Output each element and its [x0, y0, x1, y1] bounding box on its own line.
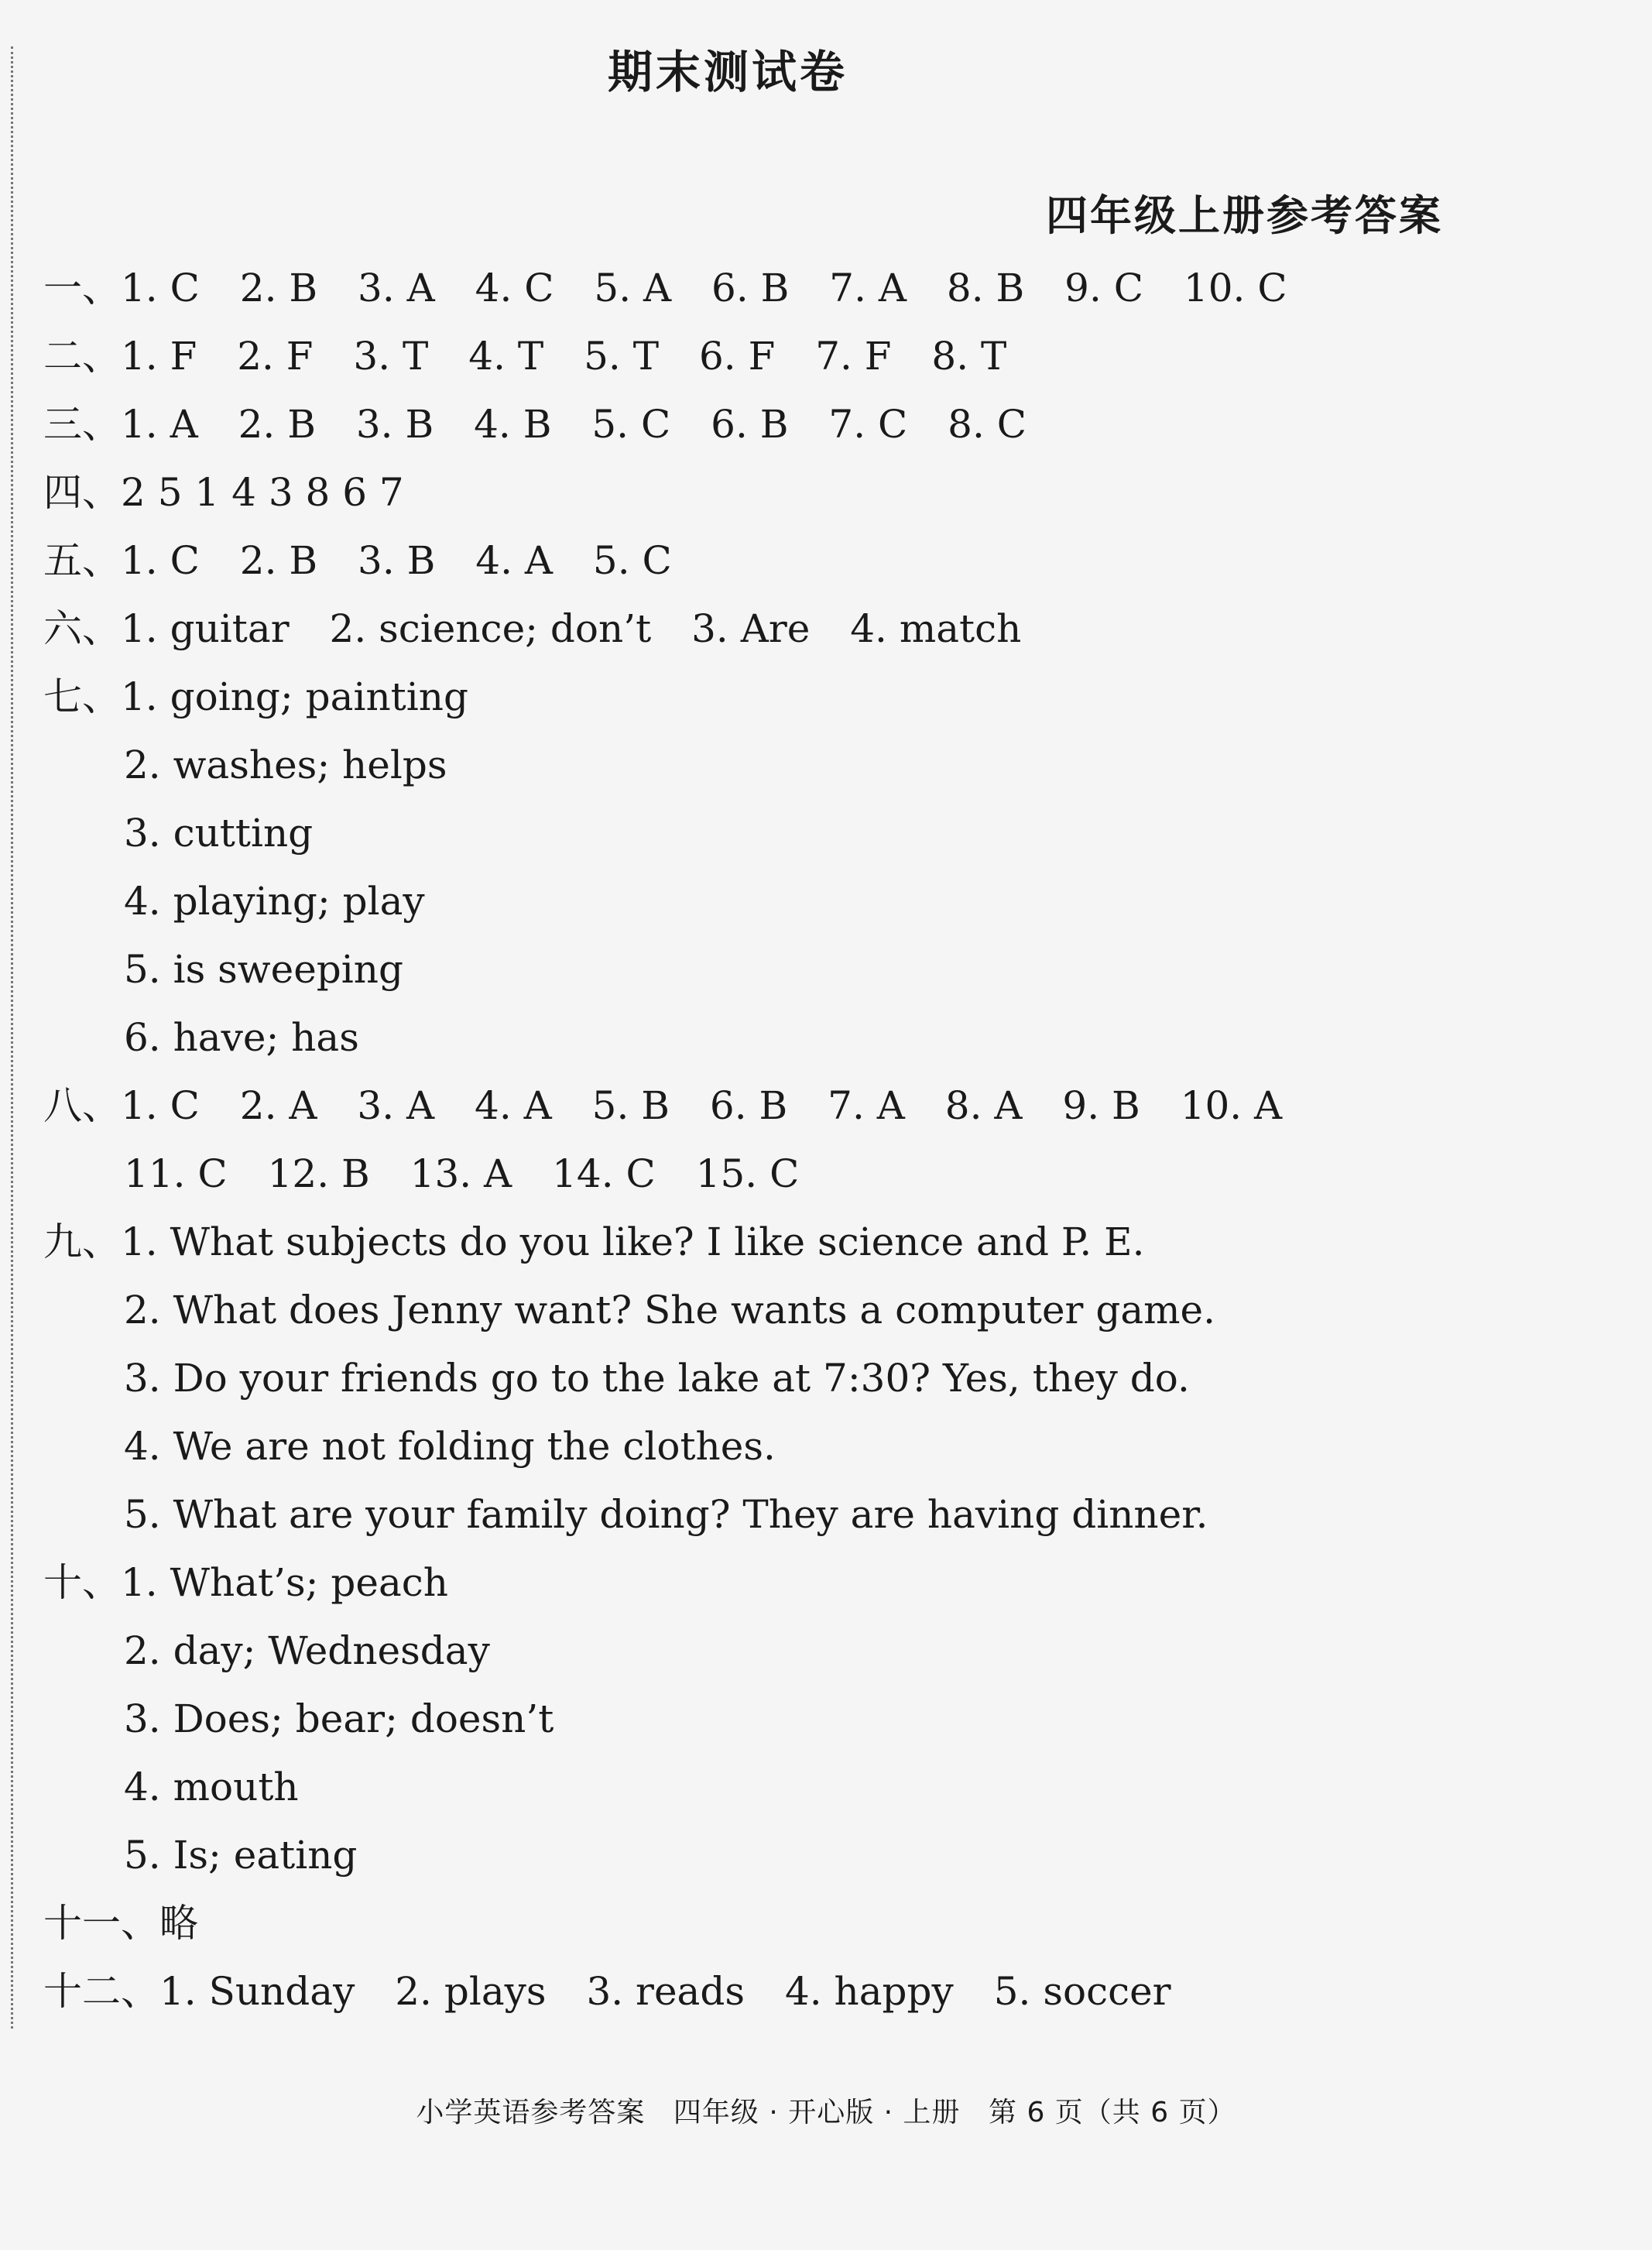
answer-item: 2. F: [237, 334, 314, 379]
answer-line: 1. going; painting: [121, 674, 468, 719]
answer-item: 4. C: [475, 266, 554, 310]
answer-item: 4. T: [468, 334, 544, 379]
section-3-label: 三、: [43, 402, 121, 447]
section-4-label: 四、: [43, 470, 121, 515]
section-5-label: 五、: [43, 538, 121, 583]
answer-line: 2. What does Jenny want? She wants a computer game.: [124, 1288, 1216, 1333]
answer-line: 3. Do your friends go to the lake at 7:30? Yes, they do.: [124, 1356, 1190, 1401]
section-3-row: [43, 393, 1054, 455]
section-1-label: 一、: [43, 266, 121, 310]
answer-item: 4. match: [850, 606, 1022, 651]
section-8-row-2: [124, 1143, 827, 1205]
answer-item: 4. A: [475, 538, 553, 583]
page-footer: [0, 2091, 1652, 2130]
answer-line: 5. is sweeping: [124, 947, 403, 992]
section-10-row: [43, 1552, 448, 1614]
answer-omitted: 略: [159, 1901, 198, 1946]
answer-item: 8. A: [944, 1083, 1023, 1128]
answer-item: 8. T: [931, 334, 1007, 379]
section-5-row: [43, 530, 700, 592]
answer-line: 3. Does; bear; doesn’t: [124, 1696, 554, 1741]
answer-item: 1. C: [121, 266, 200, 310]
answer-line: 5. What are your family doing? They are having dinner.: [124, 1492, 1208, 1537]
answer-item: 4. A: [475, 1083, 552, 1128]
answer-item: 2. plays: [395, 1969, 547, 2014]
answer-item: 9. B: [1062, 1083, 1140, 1128]
section-8-row: [43, 1075, 1310, 1137]
answer-item: 9. C: [1064, 266, 1144, 310]
section-2-label: 二、: [43, 334, 121, 379]
answer-item: 10. A: [1180, 1083, 1283, 1128]
answer-item: 2. B: [238, 402, 316, 447]
section-7-label: 七、: [43, 674, 121, 719]
answer-item: 3. B: [355, 402, 434, 447]
answer-item: 2. B: [239, 538, 318, 583]
answer-item: 3. T: [353, 334, 429, 379]
answer-item: 12. B: [267, 1151, 370, 1196]
section-11-row: [43, 1892, 198, 1954]
answer-item: 2. science; don’t: [329, 606, 652, 651]
answer-item: 2. B: [239, 266, 318, 310]
answer-item: 3. A: [358, 266, 435, 310]
section-12-row: [43, 1960, 1199, 2022]
answer-item: 6. F: [698, 334, 776, 379]
answer-item: 7. A: [829, 266, 907, 310]
answer-item: 5. T: [584, 334, 660, 379]
answer-item: 6. B: [711, 402, 789, 447]
answer-item: 3. reads: [586, 1969, 745, 2014]
section-1-row: [43, 257, 1315, 319]
answer-line: 5. Is; eating: [124, 1833, 358, 1878]
answer-line: 2. washes; helps: [124, 743, 447, 787]
answer-item: 8. B: [946, 266, 1025, 310]
answer-item: 14. C: [552, 1151, 656, 1196]
answer-item: 5. C: [592, 538, 672, 583]
answer-line: 2. day; Wednesday: [124, 1628, 490, 1673]
answer-item: 15. C: [695, 1151, 800, 1196]
answer-item: 13. A: [410, 1151, 512, 1196]
section-4-row: [43, 461, 404, 523]
answer-item: 1. C: [121, 538, 200, 583]
section-11-label: 十一、: [43, 1901, 159, 1946]
section-8-label: 八、: [43, 1083, 121, 1128]
answer-item: 1. A: [121, 402, 198, 447]
answer-item: 5. B: [591, 1083, 670, 1128]
section-9-label: 九、: [43, 1219, 121, 1264]
page-title: 期末测试卷: [607, 46, 848, 98]
answer-line: 3. cutting: [124, 811, 314, 856]
footer-page-number: 第 6 页（共 6 页）: [989, 2097, 1236, 2128]
answer-line: 1. What’s; peach: [121, 1560, 448, 1605]
answer-item: 1. C: [121, 1083, 200, 1128]
section-10-label: 十、: [43, 1560, 121, 1605]
section-9-row: [43, 1211, 1145, 1273]
answer-item: 10. C: [1183, 266, 1287, 310]
section-12-label: 十二、: [43, 1969, 159, 2014]
footer-edition: 四年级 · 开心版 · 上册: [673, 2097, 961, 2128]
binding-cut-line: [11, 46, 13, 2029]
answer-sequence: 2 5 1 4 3 8 6 7: [121, 470, 404, 515]
answer-item: 2. A: [239, 1083, 317, 1128]
answer-item: 3. Are: [691, 606, 811, 651]
section-6-row: [43, 598, 1049, 660]
answer-item: 1. guitar: [121, 606, 290, 651]
answer-item: 1. Sunday: [159, 1969, 355, 2014]
answer-item: 7. F: [815, 334, 892, 379]
answer-item: 7. A: [828, 1083, 905, 1128]
answer-item: 3. B: [358, 538, 436, 583]
section-2-row: [43, 325, 1034, 387]
answer-item: 5. C: [591, 402, 671, 447]
answer-item: 1. F: [121, 334, 197, 379]
footer-book-title: 小学英语参考答案: [416, 2097, 646, 2128]
page-subtitle: 四年级上册参考答案: [1046, 191, 1443, 240]
answer-item: 11. C: [124, 1151, 228, 1196]
answer-line: 4. playing; play: [124, 879, 425, 924]
answer-line: 6. have; has: [124, 1015, 359, 1060]
answer-line: 1. What subjects do you like? I like science and P. E.: [121, 1219, 1145, 1264]
answer-item: 4. B: [474, 402, 552, 447]
answer-item: 6. B: [711, 266, 790, 310]
section-6-label: 六、: [43, 606, 121, 651]
section-7-row: [43, 666, 468, 728]
answer-line: 4. mouth: [124, 1765, 299, 1809]
answer-line: 4. We are not folding the clothes.: [124, 1424, 776, 1469]
answer-item: 5. A: [594, 266, 672, 310]
answer-item: 5. soccer: [993, 1969, 1171, 2014]
answer-item: 7. C: [828, 402, 908, 447]
answer-item: 8. C: [948, 402, 1027, 447]
answer-item: 6. B: [709, 1083, 788, 1128]
answer-item: 3. A: [357, 1083, 435, 1128]
answer-item: 4. happy: [784, 1969, 954, 2014]
